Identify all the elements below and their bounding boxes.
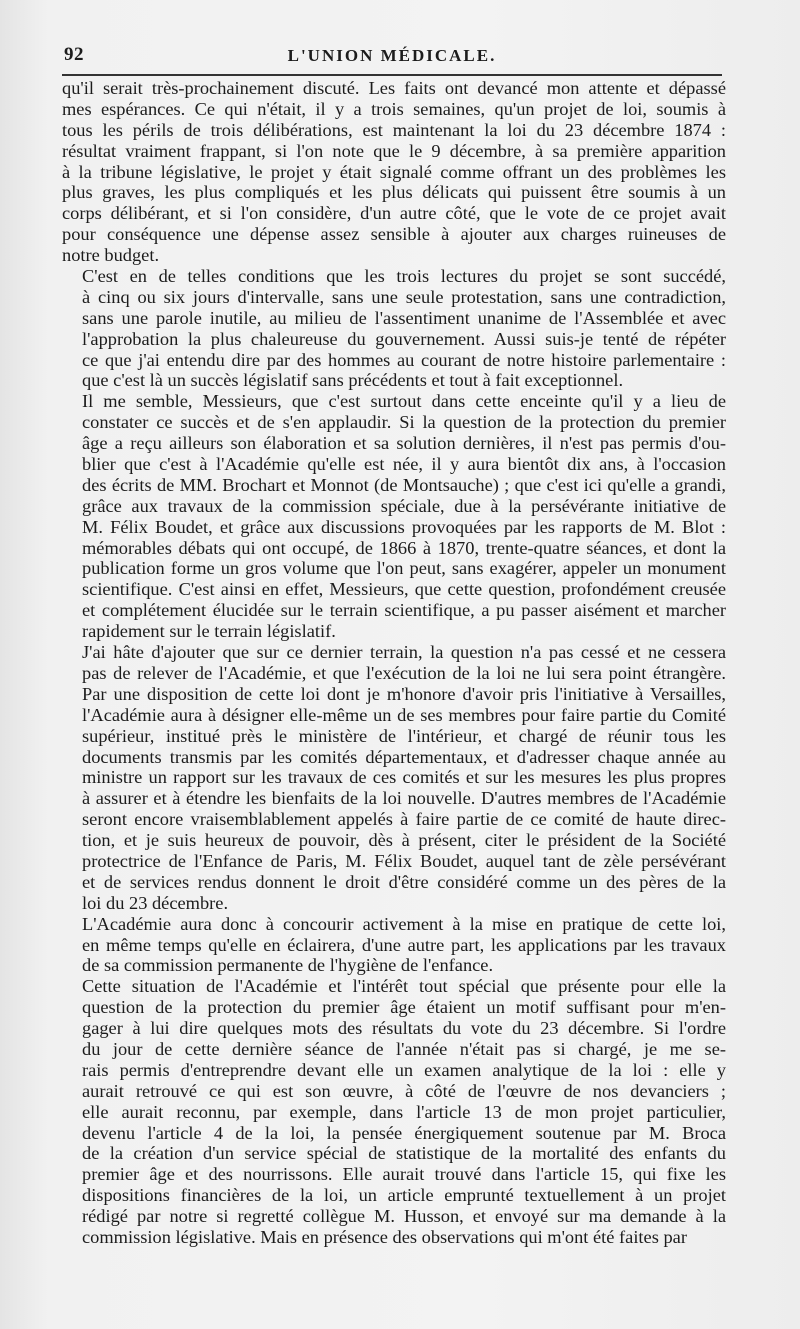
paragraph <box>62 391 726 642</box>
text-line: à cinq ou six jours d'intervalle, sans une seule protestation, sans une contradiction, <box>82 286 726 307</box>
body-text <box>62 78 726 1248</box>
text-line: scientifique. C'est ainsi en effet, Messieurs, que cette question, profondément creusée <box>82 579 726 600</box>
text-line: protectrice de l'Enfance de Paris, M. Félix Boudet, auquel tant de zèle persévérant <box>82 850 726 871</box>
text-line: rapidement sur le terrain législatif. <box>82 621 336 642</box>
text-line: gager à lui dire quelques mots des résultats du vote du 23 décembre. Si l'ordre <box>82 1018 726 1039</box>
text-line: devenu l'article 4 de la loi, la pensée énergiquement soutenue par M. Broca <box>82 1122 726 1143</box>
text-line: ministre un rapport sur les travaux de ces comités et sur les mesures les plus propres <box>82 767 726 788</box>
text-line: corps délibérant, et si l'on considère, d'un autre côté, que le vote de ce projet avait <box>62 203 726 224</box>
text-line: rédigé par notre si regretté collègue M. Husson, et envoyé sur ma demande à la <box>82 1206 726 1227</box>
text-line: tion, et je suis heureux de pouvoir, dès à présent, citer le président de la Société <box>82 830 726 851</box>
text-line: et complétement élucidée sur le terrain scientifique, a pu passer aisément et marcher <box>82 600 726 621</box>
text-line: J'ai hâte d'ajouter que sur ce dernier terrain, la question n'a pas cessé et ne cessera <box>82 642 726 663</box>
text-line: documents transmis par les comités départementaux, et d'adresser chaque année au <box>82 746 726 767</box>
text-line: Il me semble, Messieurs, que c'est surtout dans cette enceinte qu'il y a lieu de <box>82 391 726 412</box>
text-line: C'est en de telles conditions que les trois lectures du projet se sont succédé, <box>82 266 726 287</box>
text-line: l'approbation la plus chaleureuse du gouvernement. Aussi suis-je tenté de répéter <box>82 328 726 349</box>
running-title: L'UNION MÉDICALE. <box>287 46 497 65</box>
text-line: de la création d'un service spécial de statistique de la mortalité des enfants du <box>82 1143 726 1164</box>
text-line: L'Académie aura donc à concourir activement à la mise en pratique de cette loi, <box>82 913 726 934</box>
text-line: Cette situation de l'Académie et l'intérêt tout spécial que présente pour elle la <box>82 976 726 997</box>
text-line: rais permis d'entreprendre devant elle un examen analytique de la loi : elle y <box>82 1059 726 1080</box>
text-line: l'Académie aura à désigner elle-même un de ses membres pour faire partie du Comité <box>82 704 726 725</box>
text-line: à la tribune législative, le projet y était signalé comme offrant un des problèmes les <box>62 161 726 182</box>
text-line: qu'il serait très-prochainement discuté. Les faits ont devancé mon attente et dépassé <box>62 78 726 98</box>
text-line: elle aurait reconnu, par exemple, dans l'article 13 de mon projet particulier, <box>82 1101 726 1122</box>
text-line: tous les périls de trois délibérations, est maintenant la loi du 23 décembre 1874 : <box>62 119 726 140</box>
text-line: seront encore vraisemblablement appelés à faire partie de ce comité de haute direc- <box>82 809 726 830</box>
text-line: ce que j'ai entendu dire par des hommes au courant de notre histoire parlementaire : <box>82 349 726 370</box>
text-line: et de services rendus donnent le droit d'être considéré comme un des pères de la <box>82 871 726 892</box>
text-line: de sa commission permanente de l'hygiène de l'enfance. <box>82 955 494 976</box>
text-line: commission législative. Mais en présence des observations qui m'ont été faites par <box>82 1226 687 1247</box>
paragraph <box>62 976 726 1248</box>
paragraph <box>62 914 726 977</box>
paragraph <box>62 642 726 914</box>
text-line: dispositions financières de la loi, un article emprunté textuellement à un projet <box>82 1185 726 1206</box>
text-line: mes espérances. Ce qui n'était, il y a trois semaines, qu'un projet de loi, soumis à <box>62 98 726 119</box>
text-line: premier âge et des nourrissons. Elle aurait trouvé dans l'article 15, qui fixe les <box>82 1164 726 1185</box>
text-line: publication forme un gros volume que l'on peut, sans exagérer, appeler un monument <box>82 558 726 579</box>
text-line: pas de relever de l'Académie, et que l'exécution de la loi ne lui sera point étrangère. <box>82 662 726 683</box>
text-line: blier que c'est à l'Académie qu'elle est née, il y aura bientôt dix ans, à l'occasion <box>82 454 726 475</box>
text-line: résultat vraiment frappant, si l'on note que le 9 décembre, à sa première apparition <box>62 140 726 161</box>
text-line: question de la protection du premier âge étaient un motif suffisant pour m'en- <box>82 997 726 1018</box>
text-line: en même temps qu'elle en éclairera, d'une autre part, les applications par les travaux <box>82 934 726 955</box>
text-line: M. Félix Boudet, et grâce aux discussions provoquées par les rapports de M. Blot : <box>82 516 726 537</box>
text-line: sans une parole inutile, au milieu de l'assentiment unanime de l'Assemblée et avec <box>82 307 726 328</box>
text-line: des écrits de MM. Brochart et Monnot (de Montsauche) ; que c'est ici qu'elle a grandi, <box>82 474 726 495</box>
text-line: Par une disposition de cette loi dont je m'honore d'avoir pris l'initiative à Versailles, <box>82 683 726 704</box>
text-line: loi du 23 décembre. <box>82 892 229 913</box>
text-line: pour conséquence une dépense assez sensible à ajouter aux charges ruineuses de <box>62 224 726 245</box>
page-header <box>62 44 722 74</box>
text-line: supérieur, institué près le ministère de l'intérieur, et chargé de réunir tous les <box>82 725 726 746</box>
text-line: plus graves, les plus compliqués et les plus délicats qui puissent être soumis à un <box>62 182 726 203</box>
text-line: notre budget. <box>62 245 160 266</box>
text-line: constater ce succès et de s'en applaudir. Si la question de la protection du premier <box>82 412 726 433</box>
text-line: du jour de cette dernière séance de l'année n'était pas si chargé, je me se- <box>82 1038 726 1059</box>
page-number: 92 <box>64 44 84 65</box>
text-line: âge a reçu ailleurs son élaboration et sa solution dernières, il n'est pas permis d'ou- <box>82 433 726 454</box>
text-line: aurait retrouvé ce qui est son œuvre, à côté de l'œuvre de nos devanciers ; <box>82 1080 726 1101</box>
paragraph <box>62 266 726 391</box>
text-line: à assurer et à étendre les bienfaits de la loi nouvelle. D'autres membres de l'Académie <box>82 788 726 809</box>
text-line: que c'est là un succès législatif sans précédents et tout à fait exceptionnel. <box>82 370 624 391</box>
paragraph <box>62 78 726 266</box>
text-line: grâce aux travaux de la commission spéciale, due à la persévérante initiative de <box>82 495 726 516</box>
header-rule <box>62 74 722 76</box>
text-line: mémorables débats qui ont occupé, de 1866 à 1870, trente-quatre séances, et dont la <box>82 537 726 558</box>
